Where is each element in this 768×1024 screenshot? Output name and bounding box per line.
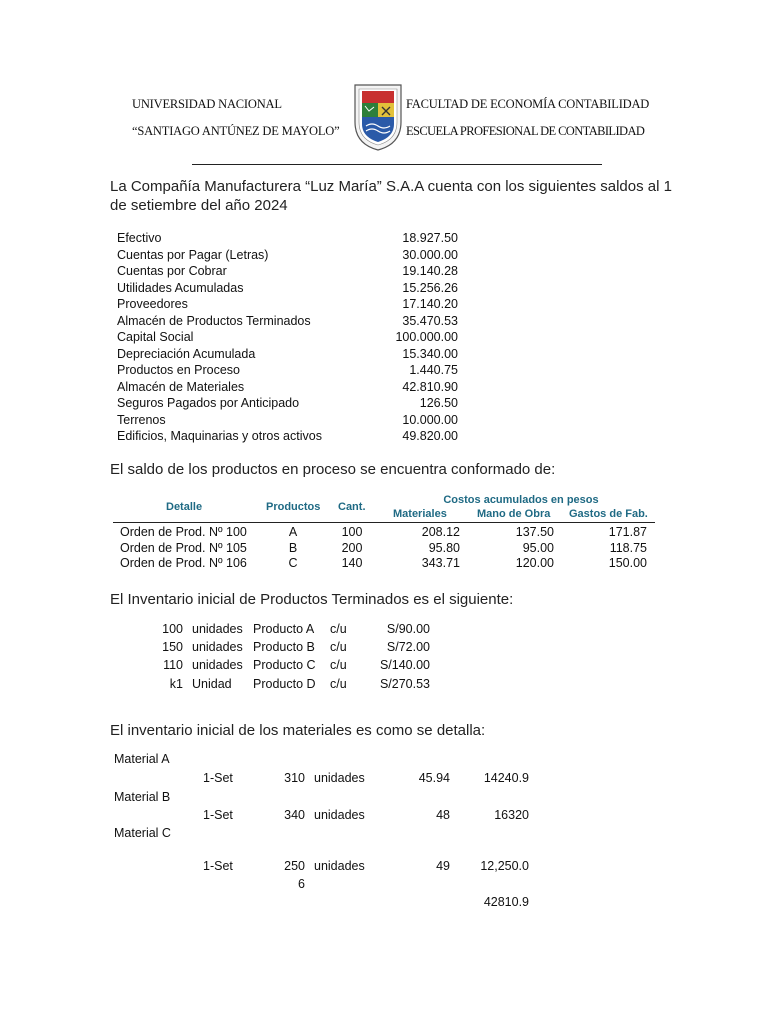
- faculty-name: FACULTAD DE ECONOMÍA CONTABILIDAD: [406, 97, 650, 111]
- balance-name: Depreciación Acumulada: [117, 346, 256, 361]
- balance-name: Capital Social: [117, 330, 194, 344]
- intro-line-2: de setiembre del año 2024: [110, 197, 288, 214]
- finished-product: Producto A: [253, 622, 315, 636]
- finished-qty: k1: [169, 677, 183, 691]
- material-total: 12,250.0: [480, 859, 529, 873]
- wip-col-materiales: Materiales: [393, 508, 447, 520]
- finished-product: Producto B: [253, 640, 315, 654]
- balance-name: Edificios, Maquinarias y otros activos: [117, 429, 322, 443]
- wip-cell-gastos-fab: 118.75: [609, 541, 647, 555]
- material-qty: 250: [284, 859, 305, 873]
- wip-heading: El saldo de los productos en proceso se encuentra conformado de:: [110, 461, 556, 478]
- material-set: 1-Set: [203, 859, 233, 873]
- material-a-label: Material A: [114, 752, 170, 766]
- balance-amount: 17.140.20: [402, 297, 458, 311]
- balance-name: Proveedores: [117, 297, 188, 311]
- balance-name: Productos en Proceso: [117, 363, 240, 377]
- balance-name: Almacén de Productos Terminados: [117, 313, 311, 328]
- wip-col-productos: Productos: [266, 501, 321, 513]
- material-qty: 310: [284, 771, 305, 785]
- wip-cell-detalle: Orden de Prod. Nº 100: [120, 525, 247, 539]
- finished-unit: unidades: [192, 622, 243, 636]
- balance-amount: 42.810.90: [402, 379, 458, 394]
- finished-qty: 100: [162, 622, 183, 636]
- finished-price: S/270.53: [379, 677, 430, 691]
- balance-amount: 49.820.00: [402, 429, 458, 443]
- material-qty: 340: [284, 808, 305, 822]
- material-price: 49: [436, 859, 450, 873]
- balance-amount: 100.000.00: [395, 330, 458, 344]
- material-price: 48: [436, 808, 450, 822]
- finished-price: S/140.00: [379, 658, 430, 672]
- balance-name: Almacén de Materiales: [117, 379, 245, 394]
- material-total: 14240.9: [483, 771, 529, 785]
- wip-group-header: Costos acumulados en pesos: [443, 494, 599, 506]
- wip-col-mano-obra: Mano de Obra: [477, 508, 551, 520]
- wip-cell-mano-obra: 120.00: [515, 556, 554, 570]
- balance-amount: 19.140.28: [402, 264, 458, 278]
- balance-amount: 126.50: [419, 396, 458, 410]
- wip-cell-producto: A: [288, 525, 298, 539]
- material-b-label: Material B: [114, 790, 171, 804]
- material-unit: unidades: [314, 808, 365, 822]
- finished-qty: 110: [163, 658, 183, 672]
- finished-heading: El Inventario inicial de Productos Terminados es el siguiente:: [110, 591, 514, 608]
- balance-name: Terrenos: [117, 412, 166, 427]
- balance-amount: 15.340.00: [402, 346, 458, 361]
- material-set: 1-Set: [203, 771, 233, 785]
- material-qty-extra: 6: [298, 877, 305, 891]
- wip-header-rule: [113, 522, 655, 523]
- wip-cell-materiales: 208.12: [421, 525, 460, 539]
- wip-cell-cant: 140: [341, 556, 363, 570]
- balance-amount: 15.256.26: [402, 280, 458, 295]
- finished-qty: 150: [162, 640, 183, 654]
- wip-cell-mano-obra: 137.50: [515, 525, 554, 539]
- wip-cell-detalle: Orden de Prod. Nº 105: [120, 541, 247, 555]
- wip-cell-producto: B: [288, 541, 298, 555]
- finished-per-unit: c/u: [330, 677, 347, 691]
- header-divider: [192, 164, 602, 165]
- wip-cell-mano-obra: 95.00: [522, 541, 554, 555]
- intro-line-1: La Compañía Manufacturera “Luz María” S.A.A cuenta con los siguientes saldos al 1: [110, 178, 672, 195]
- balance-name: Seguros Pagados por Anticipado: [117, 396, 300, 410]
- wip-cell-cant: 200: [341, 541, 363, 555]
- balance-amount: 1.440.75: [409, 363, 458, 377]
- balance-amount: 18.927.50: [402, 231, 458, 245]
- material-price: 45.94: [418, 771, 450, 785]
- wip-cell-detalle: Orden de Prod. Nº 106: [120, 556, 247, 570]
- balance-name: Cuentas por Cobrar: [117, 264, 227, 278]
- wip-cell-cant: 100: [341, 525, 363, 539]
- university-subname: “SANTIAGO ANTÚNEZ DE MAYOLO”: [132, 124, 340, 138]
- material-c-label: Material C: [114, 826, 171, 840]
- wip-cell-gastos-fab: 171.87: [608, 525, 647, 539]
- finished-unit: unidades: [192, 640, 243, 654]
- finished-product: Producto C: [253, 658, 316, 672]
- balance-amount: 10.000.00: [402, 412, 458, 427]
- wip-col-cant: Cant.: [338, 501, 366, 513]
- wip-cell-gastos-fab: 150.00: [608, 556, 647, 570]
- finished-unit: unidades: [192, 658, 243, 672]
- balance-name: Cuentas por Pagar (Letras): [117, 247, 269, 262]
- wip-col-gastos-fab: Gastos de Fab.: [569, 508, 648, 520]
- wip-cell-producto: C: [288, 556, 298, 570]
- wip-cell-materiales: 95.80: [428, 541, 460, 555]
- school-name: ESCUELA PROFESIONAL DE CONTABILIDAD: [406, 124, 645, 138]
- finished-price: S/72.00: [386, 640, 430, 654]
- balance-name: Utilidades Acumuladas: [117, 280, 244, 295]
- balance-amount: 30.000.00: [402, 247, 458, 262]
- wip-cell-materiales: 343.71: [421, 556, 460, 570]
- material-unit: unidades: [314, 859, 365, 873]
- balance-amount: 35.470.53: [402, 313, 458, 328]
- finished-price: S/90.00: [386, 622, 430, 636]
- finished-product: Producto D: [253, 677, 316, 691]
- university-name: UNIVERSIDAD NACIONAL: [132, 97, 282, 111]
- material-set: 1-Set: [203, 808, 233, 822]
- finished-per-unit: c/u: [330, 658, 347, 672]
- finished-per-unit: c/u: [330, 622, 347, 636]
- materials-heading: El inventario inicial de los materiales es como se detalla:: [110, 722, 486, 739]
- balance-name: Efectivo: [117, 231, 162, 245]
- finished-unit: Unidad: [192, 677, 232, 691]
- wip-col-detalle: Detalle: [166, 501, 203, 513]
- material-total: 16320: [494, 808, 529, 822]
- finished-per-unit: c/u: [330, 640, 347, 654]
- material-unit: unidades: [314, 771, 365, 785]
- materials-grand-total: 42810.9: [483, 895, 529, 909]
- university-crest-icon: [352, 82, 404, 152]
